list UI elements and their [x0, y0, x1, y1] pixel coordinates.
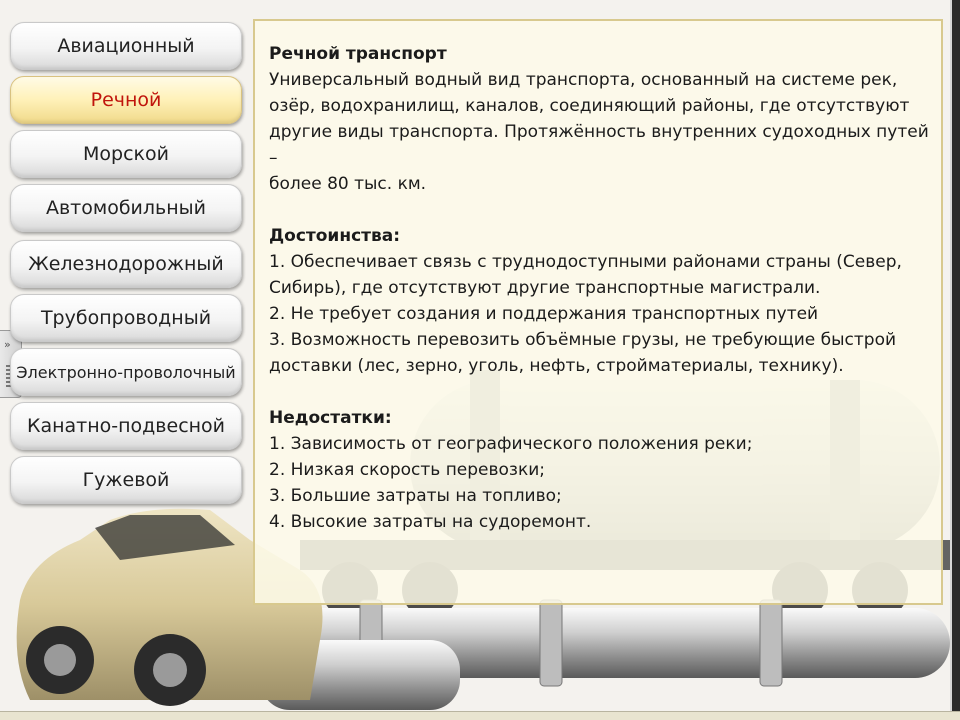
nav-horse-drawn[interactable]: Гужевой	[10, 456, 242, 504]
advantage-line: 1. Обеспечивает связь с труднодоступными районами страны (Север,	[269, 252, 902, 272]
nav-automobile[interactable]: Автомобильный	[10, 184, 242, 232]
intro-line: другие виды транспорта. Протяжённость внутренних судоходных путей –	[269, 122, 929, 168]
content-panel	[253, 19, 943, 605]
disadvantages-title: Недостатки:	[269, 408, 392, 428]
intro-line: Универсальный водный вид транспорта, основанный на системе рек,	[269, 70, 898, 90]
nav-cable-suspension[interactable]: Канатно-подвесной	[10, 402, 242, 450]
advantage-line: 3. Возможность перевозить объёмные грузы, не требующие быстрой	[269, 330, 897, 350]
disadvantage-line: 4. Высокие затраты на судоремонт.	[269, 512, 592, 532]
advantage-line: Сибирь), где отсутствуют другие транспортные магистрали.	[269, 278, 821, 298]
nav-pipeline[interactable]: Трубопроводный	[10, 294, 242, 342]
nav-sea[interactable]: Морской	[10, 130, 242, 178]
nav-aviation[interactable]: Авиационный	[10, 22, 242, 70]
disadvantage-line: 2. Низкая скорость перевозки;	[269, 460, 546, 480]
nav-river[interactable]: Речной	[10, 76, 242, 124]
advantages-title: Достоинства:	[269, 226, 401, 246]
nav-electric-wire[interactable]: Электронно-проволочный	[10, 348, 242, 396]
advantage-line: 2. Не требует создания и поддержания транспортных путей	[269, 304, 819, 324]
status-bar	[0, 711, 960, 720]
content-title: Речной транспорт	[269, 44, 447, 64]
disadvantage-line: 3. Большие затраты на топливо;	[269, 486, 562, 506]
frame-border	[952, 0, 960, 720]
intro-line: озёр, водохранилищ, каналов, соединяющий районы, где отсутствуют	[269, 96, 910, 116]
chevron-double-right-icon: »	[4, 338, 11, 351]
disadvantage-line: 1. Зависимость от географического положения реки;	[269, 434, 753, 454]
advantage-line: доставки (лес, зерно, уголь, нефть, стройматериалы, технику).	[269, 356, 844, 376]
intro-line: более 80 тыс. км.	[269, 174, 427, 194]
nav-railway[interactable]: Железнодорожный	[10, 240, 242, 288]
pipeline	[260, 600, 950, 710]
